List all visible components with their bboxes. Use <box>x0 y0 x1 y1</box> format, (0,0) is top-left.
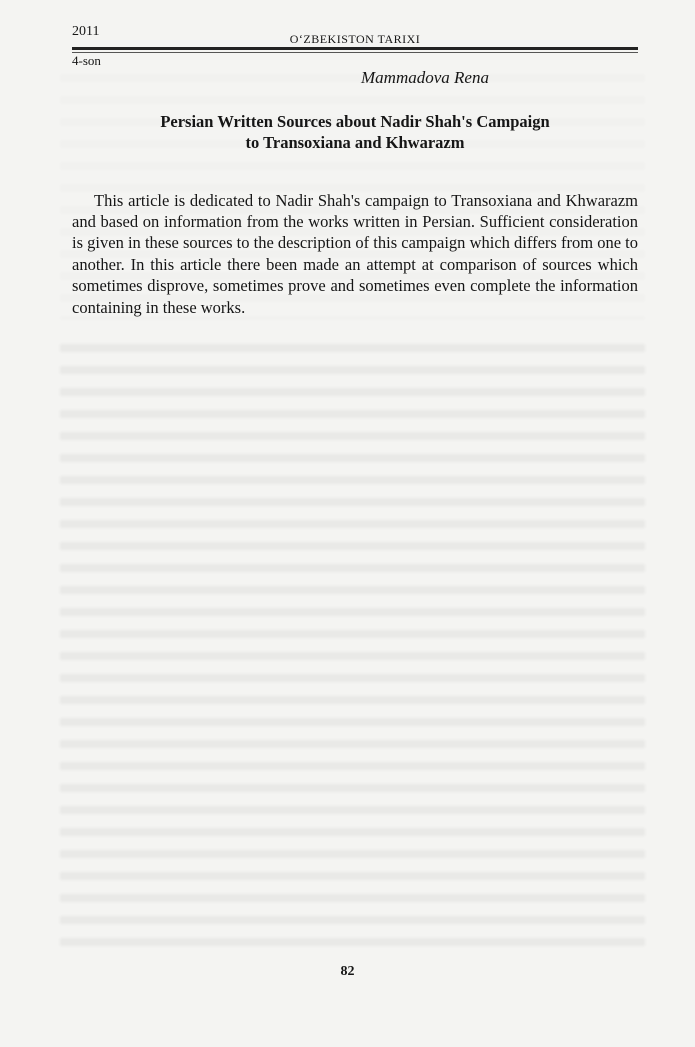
header-rule-thick <box>72 47 638 50</box>
bleed-through-texture <box>60 330 645 950</box>
article-title <box>72 111 638 153</box>
header-issue: 4-son <box>72 53 101 68</box>
article-author: Mammadova Rena <box>361 68 489 87</box>
article-title-line-2: to Transoxiana and Khwarazm <box>245 133 465 152</box>
page-number: 82 <box>340 964 355 979</box>
header-rule-thin <box>72 52 638 53</box>
header-journal-name: O‘ZBEKISTON TARIXI <box>289 32 421 46</box>
running-header <box>72 24 638 68</box>
header-year: 2011 <box>72 24 100 39</box>
article-abstract: This article is dedicated to Nadir Shah's campaign to Transoxiana and Khwarazm and based on information from the works written in Persian. Sufficient consideration is given in these sources to the description of this campaign which differs from one to another. In this article there been made an attempt at comparison of sources which sometimes disprove, sometimes prove and sometimes even complete the information containing in these works. <box>72 190 638 317</box>
article-title-line-1: Persian Written Sources about Nadir Shah's Campaign <box>160 112 550 131</box>
